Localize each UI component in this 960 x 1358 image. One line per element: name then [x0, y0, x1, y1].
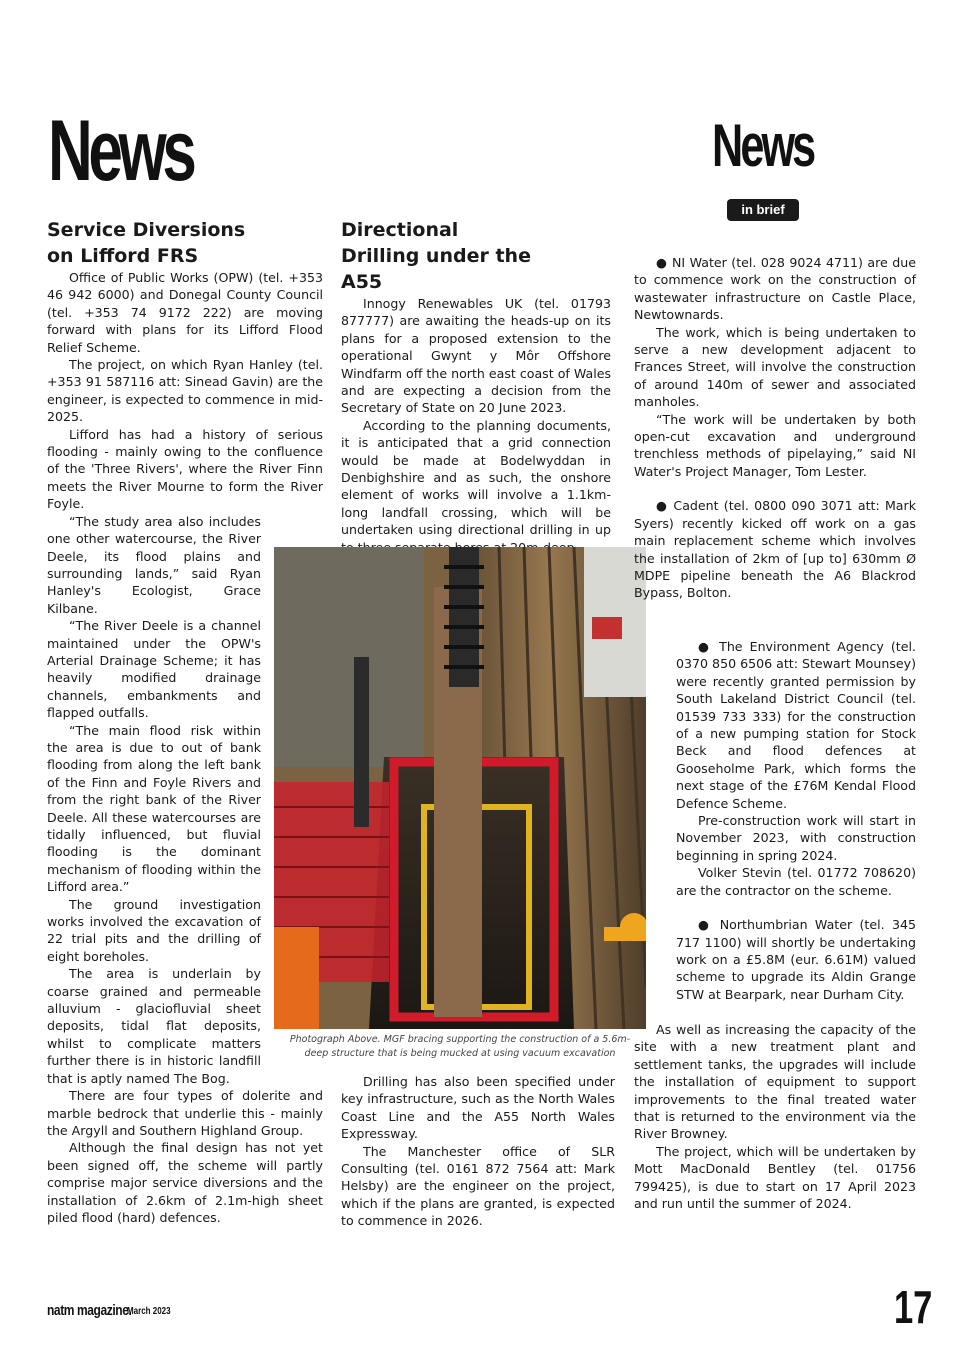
paragraph: The project, on which Ryan Hanley (tel. +353 91 587116 att: Sinead Gavin) are the engineer, is expected to commence in mid-2025.: [47, 357, 323, 425]
headline-lifford: Service Diversions on Lifford FRS: [47, 219, 246, 267]
paragraph: There are four types of dolerite and marble bedrock that underlie this - mainly the Argyll and Southern Highland Group.: [47, 1088, 323, 1138]
excavation-illustration: [274, 547, 646, 1029]
brief-item-cadent: ● Cadent (tel. 0800 090 3071 att: Mark Syers) recently kicked off work on a gas main replacement scheme which involves the installation of 2km of [up to] 630mm Ø MDPE pipeline beneath the A6 Blackrod Bypass, Bolton.: [634, 497, 916, 601]
paragraph: Lifford has had a history of serious flooding - mainly owing to the confluence of the 'Three Rivers', where the River Finn meets the River Mourne to form the River Foyle.: [47, 426, 323, 512]
paragraph: “The study area also includes one other watercourse, the River Deele, its flood plains and surrounding lands,” said Ryan Hanley's Ecologist, Grace Kilbane.: [47, 513, 261, 616]
article-a55: [341, 217, 611, 556]
paragraph: Volker Stevin (tel. 01772 708620) are the contractor on the scheme.: [676, 865, 916, 898]
paragraph: As well as increasing the capacity of the site with a new treatment plant and settlement tanks, the upgrades will include the installation of equipment to support improvements to the final treated water that is returned to the environment via the River Browney.: [634, 1022, 916, 1142]
paragraph: The ground investigation works involved the excavation of 22 trial pits and the drilling of eight boreholes.: [47, 896, 261, 964]
page-number: 17: [894, 1281, 933, 1333]
paragraph: The area is underlain by coarse grained and permeable alluvium - glaciofluvial sheet deposits, tidal flat deposits, whilst to complicate matters further there is in historic landfill that is aptly named The Bog.: [47, 966, 261, 1086]
headline-a55: Directional Drilling under the A55: [341, 219, 531, 293]
paragraph: Office of Public Works (OPW) (tel. +353 46 942 6000) and Donegal County Council (tel. +353 74 9172 222) are moving forward with plans for its Lifford Flood Relief Scheme.: [47, 270, 323, 355]
brief-item-northumbrian-water: ● Northumbrian Water (tel. 345 717 1100) will shortly be undertaking work on a £5.8M (eur. 6.61M) valued scheme to upgrade its Aldin Grange STW at Bearpark, near Durham City.: [676, 916, 916, 1003]
construction-photo: [274, 547, 646, 1029]
paragraph: “The main flood risk within the area is due to out of bank flooding from along the left bank of the Finn and Foyle Rivers and from the right bank of the River Deele. All these watercourses are tidally influenced, but fluvial flooding is the dominant mechanism of flooding within the Lifford area.”: [47, 722, 261, 895]
photo-caption: Photograph Above. MGF bracing supporting the construction of a 5.6m-deep structure that is being mucked at using vacuum excavation: [289, 1034, 631, 1059]
brief-item-environment-agency: ● The Environment Agency (tel. 0370 850 6506 att: Stewart Mounsey) were recently granted permission by South Lakeland District Council (tel. 01539 733 333) for the construction of a new pumping station for Stock Beck and flood defences at Gooseholme Park, which forms the next stage of the £76M Kendal Flood Defence Scheme.: [676, 638, 916, 812]
news-in-brief: [634, 254, 916, 602]
in-brief-badge: in brief: [727, 199, 799, 221]
article-a55-continued: [341, 1073, 615, 1230]
paragraph: Pre-construction work will start in November 2023, with construction beginning in spring 2024.: [676, 813, 916, 863]
page-masthead: News: [48, 103, 193, 199]
sidebar-masthead: News: [712, 112, 814, 179]
paragraph: The project, which will be undertaken by Mott MacDonald Bentley (tel. 01756 799425), is due to start on 17 April 2023 and run until the summer of 2024.: [634, 1143, 916, 1212]
brief-item-ni-water: ● NI Water (tel. 028 9024 4711) are due to commence work on the construction of wastewater infrastructure on Castle Place, Newtownards.: [634, 254, 916, 324]
issue-date: March 2023: [127, 1306, 171, 1317]
paragraph: Innogy Renewables UK (tel. 01793 877777) are awaiting the heads-up on its plans for a proposed extension to the operational Gwynt y Môr Offshore Windfarm off the north east coast of Wales and are expecting a decision from the Secretary of State on 20 June 2023.: [341, 296, 612, 416]
paragraph: “The work will be undertaken by both open-cut excavation and underground trenchless methods of pipelaying,” said NI Water's Project Manager, Tom Lester.: [634, 411, 916, 479]
magazine-brand: natm magazine.: [47, 1302, 132, 1319]
paragraph: The work, which is being undertaken to serve a new development adjacent to Frances Street, will involve the construction of around 140m of sewer and associated manholes.: [634, 324, 916, 410]
paragraph: Although the final design has not yet been signed off, the scheme will partly comprise major service diversions and the installation of 2.6km of 2.1m-high sheet piled flood (hard) defences.: [47, 1140, 323, 1225]
news-in-brief-continued: [676, 638, 916, 1003]
paragraph: The Manchester office of SLR Consulting (tel. 0161 872 7564 att: Mark Helsby) are the engineer on the project, which if the plans are granted, is expected to commence in 2026.: [341, 1143, 615, 1229]
paragraph: Drilling has also been specified under key infrastructure, such as the North Wales Coast Line and the A55 North Wales Expressway.: [341, 1074, 615, 1142]
paragraph: According to the planning documents, it is anticipated that a grid connection would be made at Bodelwyddan in Denbighshire and as such, the onshore element of works will involve a 1.1km-long landfall crossing, which will be undertaken using directional drilling in up: [341, 417, 611, 538]
paragraph: “The River Deele is a channel maintained under the OPW's Arterial Drainage Scheme; it has heavily modified drainage channels, embankments and flapped outfalls.: [47, 618, 261, 721]
news-in-brief-end: [634, 1021, 916, 1212]
